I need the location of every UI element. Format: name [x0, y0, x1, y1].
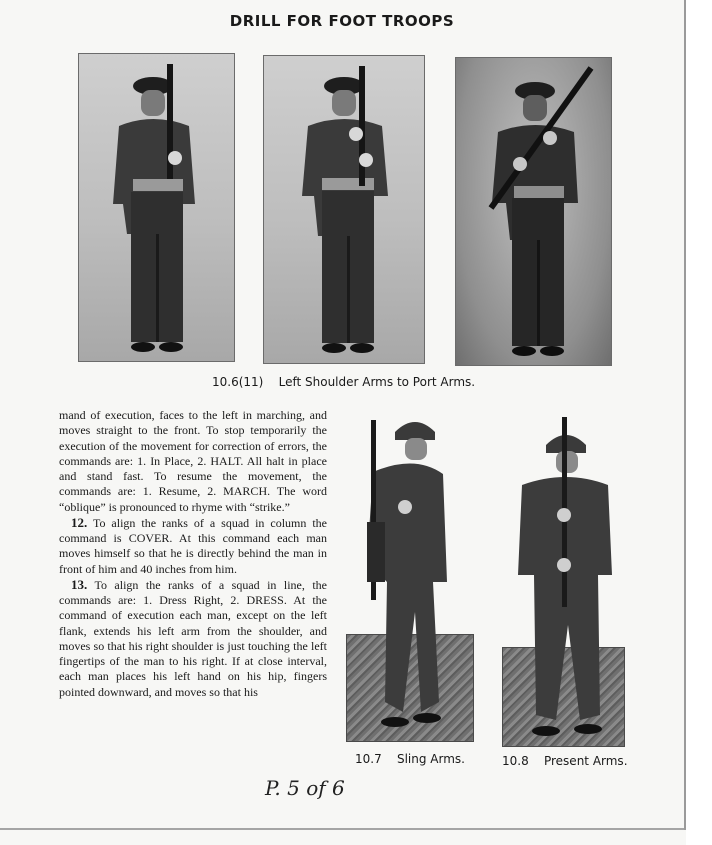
soldier-figure-1 [79, 54, 234, 361]
body-text [59, 408, 327, 700]
photo-sling-arms [343, 412, 473, 742]
page-heading: DRILL FOR FOOT TROOPS [229, 12, 455, 30]
paragraph-13-number: 13. [71, 576, 88, 592]
soldier-figure-present [500, 415, 625, 745]
photo-present-arms [500, 415, 625, 745]
figure-caption-10-6: 10.6(11) Left Shoulder Arms to Port Arms. [212, 375, 476, 389]
photo-port-arms-intermediate [263, 55, 425, 364]
paragraph-13 [59, 577, 327, 700]
page-edge-bottom [0, 828, 684, 830]
photo-port-arms [455, 57, 612, 366]
soldier-figure-3 [456, 58, 611, 365]
paragraph-continued: mand of execution, faces to the left in marching, and moves straight to the front. To stop temporarily the execution of the movement for correction of errors, the commands are: 1. In Place, 2. HALT. All halt in place and stand fast. To resume the movement, the commands are: 1. Resume, 2. MARCH. The word “oblique” is pronounced to rhyme with “strike.” [59, 408, 327, 514]
paragraph-13-text: To align the ranks of a squad in line, the commands are: 1. Dress Right, 2. DRESS. At the command of execution each man, except on the left flank, extends his left arm from the shoulder, and moves so that his right shoulder is just touching the left fingertips of the man to his right. If at close interval, each man places his left hand on his hip, fingers pointed downward, and moves so that his [59, 577, 327, 699]
handwritten-page-note: P. 5 of 6 [265, 776, 345, 800]
figure-caption-10-8: 10.8 Present Arms. [502, 754, 628, 768]
paragraph-12-text: To align the ranks of a squad in column the command is COVER. At this command each man moves himself so that he is directly behind the man in front of him and 40 inches from him. [59, 515, 327, 576]
soldier-figure-2 [264, 56, 424, 363]
paragraph-12 [59, 515, 327, 577]
photo-left-shoulder-arms [78, 53, 235, 362]
figure-caption-10-7: 10.7 Sling Arms. [355, 752, 465, 766]
scan-margin [686, 0, 712, 845]
soldier-figure-sling [343, 412, 473, 742]
paragraph-12-number: 12. [71, 514, 88, 530]
